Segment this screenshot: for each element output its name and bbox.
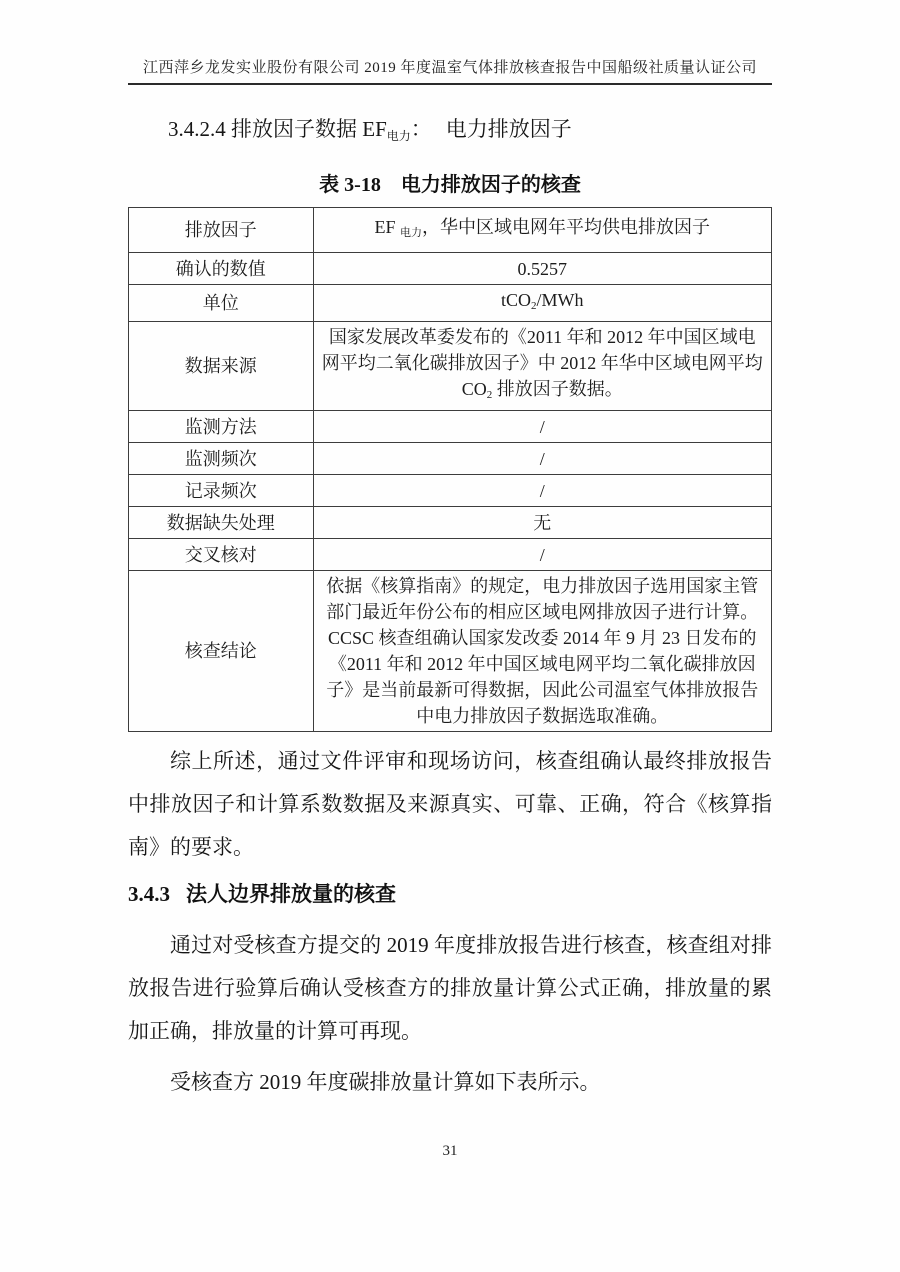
factor-prefix: EF xyxy=(374,217,401,237)
paragraph-343-2: 受核查方 2019 年度碳排放量计算如下表所示。 xyxy=(170,1070,601,1094)
row-value-confirmed-value: 0.5257 xyxy=(313,253,771,285)
section-heading-suffix: 电力排放因子 xyxy=(445,117,572,141)
section-heading-text: 3.4.2.4 排放因子数据 EF xyxy=(168,117,387,141)
page-number: 31 xyxy=(442,1143,458,1159)
row-value-conclusion: 依据《核算指南》的规定，电力排放因子选用国家主管部门最近年份公布的相应区域电网排放因子进行计算。CCSC 核查组确认国家发改委 2014 年 9 月 23 日发布的《2011 年和 2012 年中国区域电网平均二氧化碳排放因子》是当前最新可得数据，因此公司温室气体排放报告中电力排放因子数据选取准确。 xyxy=(313,571,771,732)
table-row-factor xyxy=(129,208,772,253)
running-header xyxy=(128,56,772,85)
source-rest: 排放因子数据。 xyxy=(492,379,623,399)
ef-subscript: 电力 xyxy=(386,129,411,143)
running-header-text: 江西萍乡龙发实业股份有限公司 2019 年度温室气体排放核查报告中国船级社质量认证公司 xyxy=(142,60,757,76)
section-heading-343 xyxy=(128,873,772,916)
row-label-missing-data: 数据缺失处理 xyxy=(129,507,314,539)
table-row-conclusion xyxy=(129,571,772,732)
factor-rest: ，华中区域电网年平均供电排放因子 xyxy=(422,217,711,237)
row-label-data-source: 数据来源 xyxy=(129,322,314,411)
paragraph-343-1: 通过对受核查方提交的 2019 年度排放报告进行核查，核查组对排放报告进行验算后确认受核查方的排放量计算公式正确，排放量的累加正确，排放量的计算可再现。 xyxy=(128,933,772,1043)
row-value-record-frequency: / xyxy=(313,475,771,507)
row-value-cross-check: / xyxy=(313,539,771,571)
row-value-unit xyxy=(313,285,771,322)
row-label-monitor-method: 监测方法 xyxy=(129,411,314,443)
page-content xyxy=(128,0,772,1104)
row-value-monitor-frequency: / xyxy=(313,443,771,475)
source-prefix: 国家发展改革委发布的《2011 年和 2012 年中国区域电网平均二氧化碳排放因子》中 2012 年华中区域电网平均 CO xyxy=(321,327,763,399)
section-number: 3.4.3 xyxy=(128,882,170,906)
unit-rest: /MWh xyxy=(536,290,584,310)
row-label-unit: 单位 xyxy=(129,285,314,322)
row-label-factor: 排放因子 xyxy=(129,208,314,253)
table-row-record-frequency xyxy=(129,475,772,507)
row-value-missing-data: 无 xyxy=(313,507,771,539)
section-heading-3424 xyxy=(168,115,772,150)
section-title: 法人边界排放量的核查 xyxy=(186,882,396,906)
row-label-conclusion: 核查结论 xyxy=(129,571,314,732)
row-value-factor xyxy=(313,208,771,253)
table-caption-text: 表 3-18 电力排放因子的核查 xyxy=(319,174,581,196)
verification-table xyxy=(128,207,772,732)
row-label-confirmed-value: 确认的数值 xyxy=(129,253,314,285)
row-value-monitor-method: / xyxy=(313,411,771,443)
row-label-monitor-frequency: 监测频次 xyxy=(129,443,314,475)
table-row-data-source xyxy=(129,322,772,411)
unit-prefix: tCO xyxy=(501,290,532,310)
table-row-monitor-method xyxy=(129,411,772,443)
summary-paragraph: 综上所述，通过文件评审和现场访问，核查组确认最终排放报告中排放因子和计算系数数据及来源真实、可靠、正确，符合《核算指南》的要求。 xyxy=(128,749,772,859)
factor-subscript: 电力 xyxy=(400,227,423,239)
co2-subscript: 2 xyxy=(486,389,493,401)
section-heading-colon: ： xyxy=(410,117,432,141)
row-label-record-frequency: 记录频次 xyxy=(129,475,314,507)
table-row-confirmed-value xyxy=(129,253,772,285)
table-row-monitor-frequency xyxy=(129,443,772,475)
row-label-cross-check: 交叉核对 xyxy=(129,539,314,571)
table-row-unit xyxy=(129,285,772,322)
row-value-data-source xyxy=(313,322,771,411)
table-row-cross-check xyxy=(129,539,772,571)
unit-subscript: 2 xyxy=(531,300,537,312)
table-caption xyxy=(128,168,772,197)
table-row-missing-data xyxy=(129,507,772,539)
